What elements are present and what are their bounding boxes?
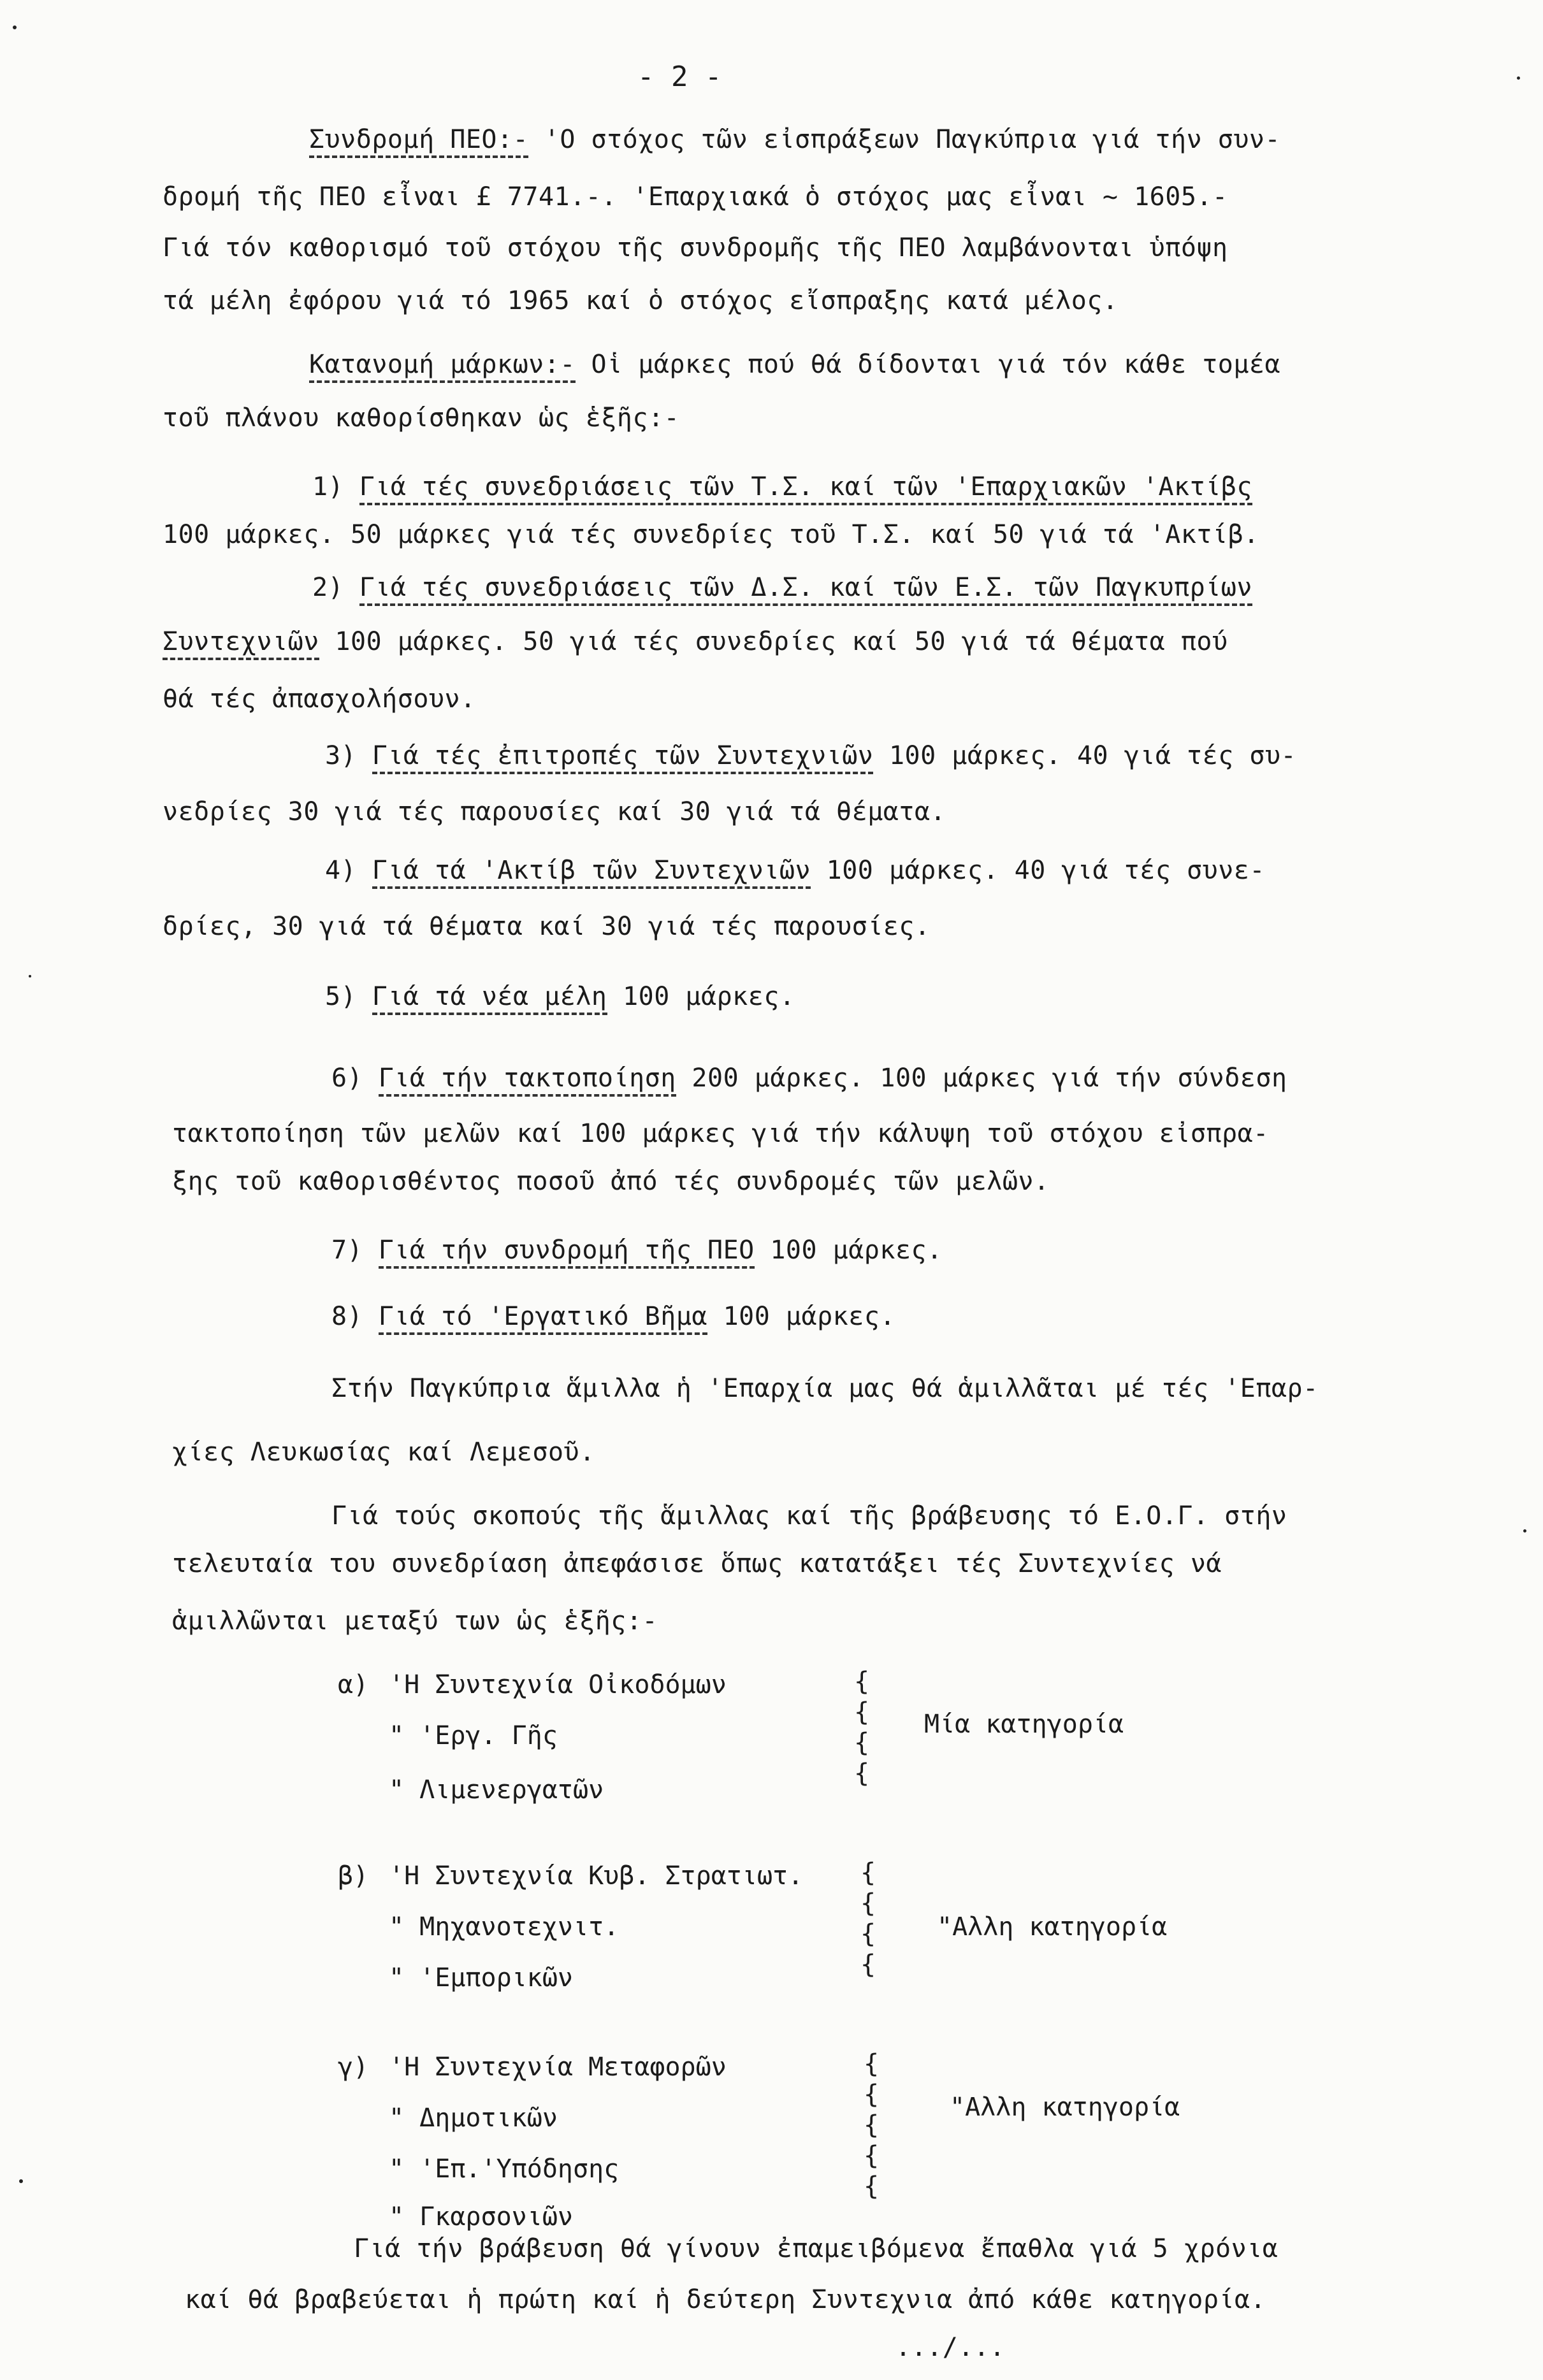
paragraph-marks-line-2: τοῦ πλάνου καθορίσθηκαν ὡς ἑξῆς:- <box>163 403 680 433</box>
group-alpha-union-3: " Λιμενεργατῶν <box>389 1775 604 1805</box>
heading-subscription: Συνδρομή ΠΕΟ:- <box>309 125 528 158</box>
list-item-1-cont: 100 μάρκες. 50 μάρκες γιά τές συνεδρίες τοῦ Τ.Σ. καί 50 γιά τά 'Ακτίβ. <box>163 520 1259 549</box>
list-item-2: 2) Γιά τές συνεδριάσεις τῶν Δ.Σ. καί τῶν Ε.Σ. τῶν Παγκυπρίων <box>312 572 1252 603</box>
list-item-6: 6) Γιά τήν τακτοποίηση 200 μάρκες. 100 μάρκες γιά τήν σύνδεση <box>331 1063 1287 1093</box>
group-alpha-union-1: 'Η Συντεχνία Οἰκοδόμων <box>389 1670 727 1699</box>
list-item-8: 8) Γιά τό 'Εργατικό Βῆμα 100 μάρκες. <box>331 1301 895 1332</box>
list-item-4: 4) Γιά τά 'Ακτίβ τῶν Συντεχνιῶν 100 μάρκες. 40 γιά τές συνε- <box>325 855 1265 886</box>
paragraph-competition-line-1: Στήν Παγκύπρια ἅμιλλα ἡ 'Επαρχία μας θά ἁμιλλᾶται μέ τές 'Επαρ- <box>331 1374 1319 1403</box>
list-item-6-cont-2: ξης τοῦ καθορισθέντος ποσοῦ ἀπό τές συνδρομές τῶν μελῶν. <box>172 1167 1050 1196</box>
group-gamma-union-4: " Γκαρσονιῶν <box>389 2202 573 2232</box>
list-item-3: 3) Γιά τές ἐπιτροπές τῶν Συντεχνιῶν 100 μάρκες. 40 γιά τές συ- <box>325 740 1296 771</box>
scan-speck <box>19 2179 23 2183</box>
group-beta-union-1: 'Η Συντεχνία Κυβ. Στρατιωτ. <box>389 1861 804 1891</box>
scan-speck <box>13 25 17 29</box>
group-gamma-brace: { { { { { <box>864 2049 880 2201</box>
list-item-4-cont: δρίες, 30 γιά τά θέματα καί 30 γιά τές παρουσίες. <box>163 912 931 941</box>
group-alpha-letter: α) <box>338 1670 369 1699</box>
paragraph-subscription-line-3: Γιά τόν καθορισμό τοῦ στόχου τῆς συνδρομῆς τῆς ΠΕΟ λαμβάνονται ὑπόψη <box>163 233 1228 263</box>
paragraph-marks-line-1: Κατανομή μάρκων:- Οἱ μάρκες πού θά δίδονται γιά τόν κάθε τομέα <box>309 349 1280 380</box>
group-alpha-category: Μία κατηγορία <box>924 1710 1124 1739</box>
list-item-5: 5) Γιά τά νέα μέλη 100 μάρκες. <box>325 981 795 1012</box>
group-gamma-category: "Αλλη κατηγορία <box>950 2093 1180 2122</box>
heading-marks: Κατανομή μάρκων:- <box>309 350 576 383</box>
scan-speck <box>29 975 31 977</box>
group-gamma-union-2: " Δημοτικῶν <box>389 2103 558 2133</box>
page-number: - 2 - <box>637 61 722 93</box>
scan-speck <box>1517 76 1520 80</box>
list-item-1: 1) Γιά τές συνεδριάσεις τῶν Τ.Σ. καί τῶν 'Επαρχιακῶν 'Ακτίβς <box>312 472 1252 502</box>
group-beta-letter: β) <box>338 1861 369 1891</box>
group-alpha-union-2: " 'Εργ. Γῆς <box>389 1721 558 1750</box>
list-item-3-cont: νεδρίες 30 γιά τές παρουσίες καί 30 γιά τά θέματα. <box>163 797 946 826</box>
list-item-2-cont: Συντεχνιῶν 100 μάρκες. 50 γιά τές συνεδρίες καί 50 γιά τά θέματα πού <box>163 626 1228 657</box>
group-beta-brace: { { { { <box>860 1858 876 1979</box>
closing-line-1: Γιά τήν βράβευση θά γίνουν ἐπαμειβόμενα ἔπαθλα γιά 5 χρόνια <box>354 2234 1279 2263</box>
group-beta-category: "Αλλη κατηγορία <box>937 1912 1168 1942</box>
group-alpha-brace: { { { { <box>854 1667 870 1788</box>
paragraph-competition-line-2: χίες Λευκωσίας καί Λεμεσοῦ. <box>172 1438 595 1467</box>
group-beta-union-2: " Μηχανοτεχνιτ. <box>389 1912 619 1942</box>
list-item-6-cont: τακτοποίηση τῶν μελῶν καί 100 μάρκες γιά τήν κάλυψη τοῦ στόχου εἰσπρα- <box>172 1119 1269 1148</box>
paragraph-subscription-line-1: Συνδρομή ΠΕΟ:- 'Ο στόχος τῶν εἰσπράξεων Παγκύπρια γιά τήν συν- <box>309 124 1280 155</box>
list-item-7: 7) Γιά τήν συνδρομή τῆς ΠΕΟ 100 μάρκες. <box>331 1235 943 1266</box>
paragraph-purpose-line-3: ἁμιλλῶνται μεταξύ των ὡς ἑξῆς:- <box>172 1606 658 1636</box>
paragraph-subscription-line-2: δρομή τῆς ΠΕΟ εἶναι £ 7741.-. 'Επαρχιακά ὁ στόχος μας εἶναι ~ 1605.- <box>163 182 1228 212</box>
closing-line-2: καί θά βραβεύεται ἡ πρώτη καί ἡ δεύτερη Συντεχνια ἀπό κάθε κατηγορία. <box>185 2285 1266 2314</box>
paragraph-purpose-line-1: Γιά τούς σκοπούς τῆς ἅμιλλας καί τῆς βράβευσης τό Ε.Ο.Γ. στήν <box>331 1501 1287 1531</box>
group-gamma-letter: γ) <box>338 2052 369 2082</box>
list-item-2-cont-2: θά τές ἀπασχολήσουν. <box>163 684 476 714</box>
scan-speck <box>1523 1529 1526 1533</box>
group-beta-union-3: " 'Εμπορικῶν <box>389 1963 573 1993</box>
paragraph-subscription-line-4: τά μέλη ἐφόρου γιά τό 1965 καί ὁ στόχος εἴσπραξης κατά μέλος. <box>163 286 1119 315</box>
continuation-mark: .../... <box>895 2333 1006 2362</box>
paragraph-purpose-line-2: τελευταία του συνεδρίαση ἀπεφάσισε ὅπως κατατάξει τές Συντεχνίες νά <box>172 1549 1222 1578</box>
group-gamma-union-3: " 'Επ.'Υπόδησης <box>389 2154 619 2184</box>
group-gamma-union-1: 'Η Συντεχνία Μεταφορῶν <box>389 2052 727 2082</box>
